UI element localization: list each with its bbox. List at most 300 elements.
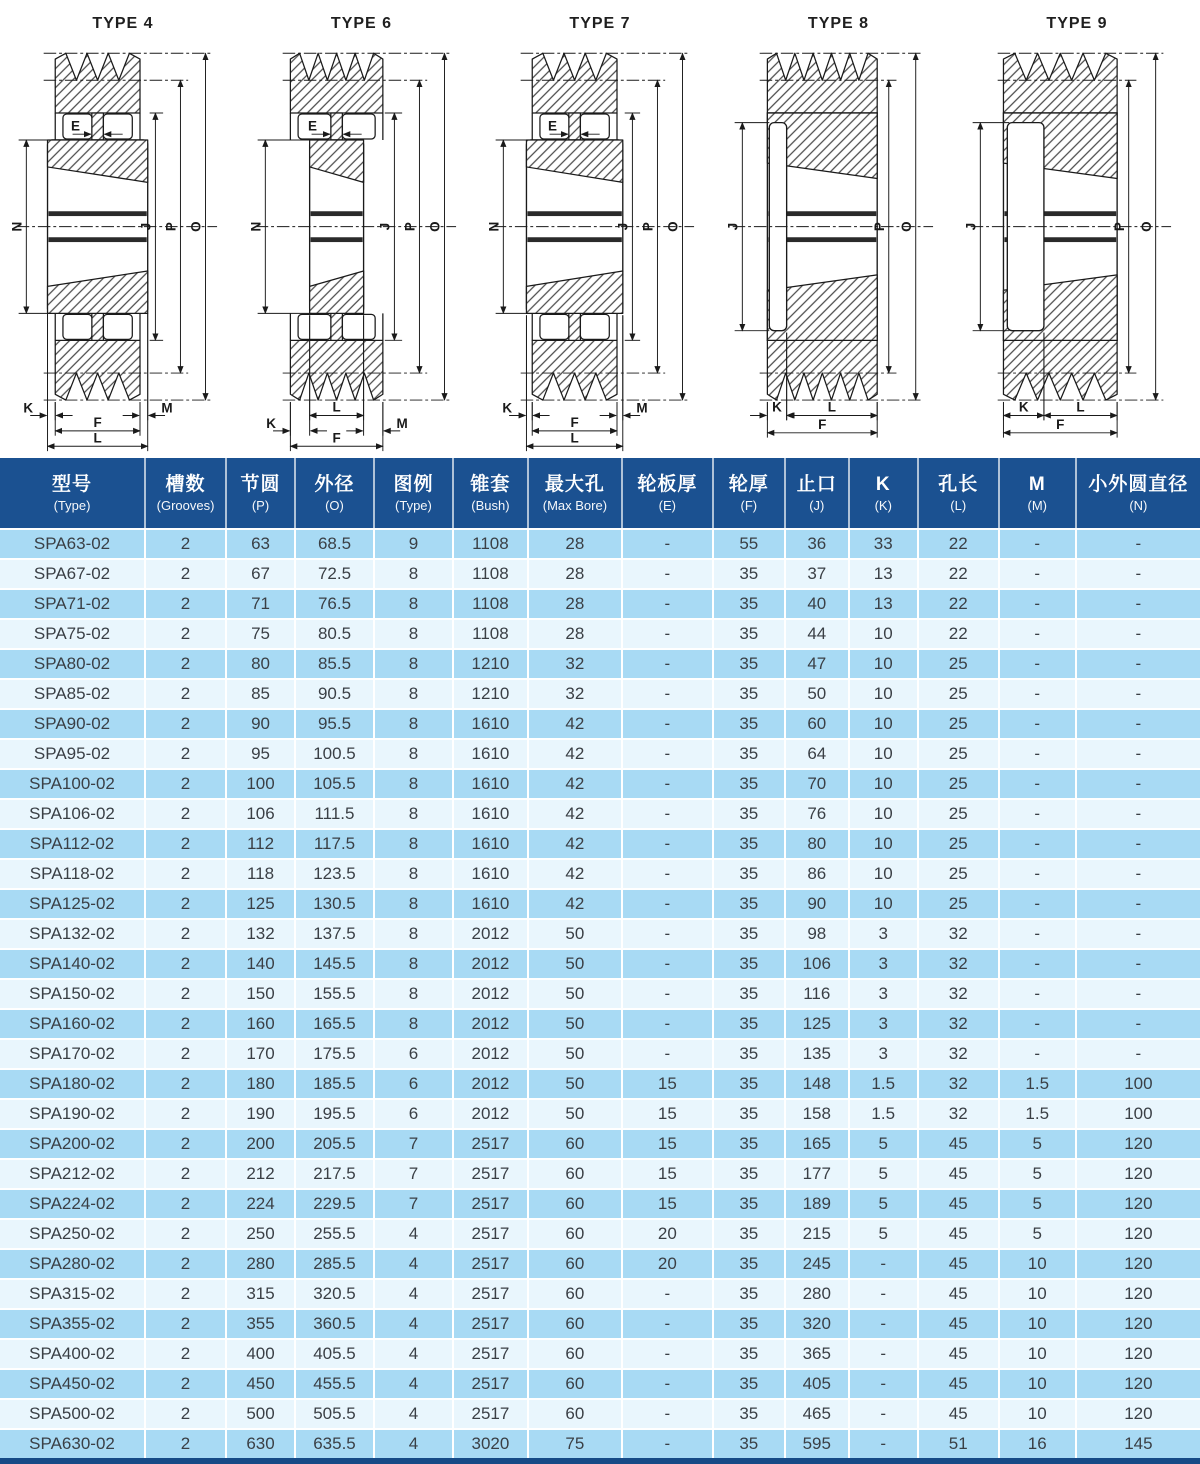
cell: 55	[714, 528, 786, 558]
cell: 405.5	[296, 1338, 375, 1368]
cell: 35	[714, 888, 786, 918]
cell: 15	[623, 1068, 714, 1098]
cell: -	[850, 1308, 919, 1338]
cell: 90	[786, 888, 850, 918]
cell: 8	[375, 918, 454, 948]
cell: 28	[529, 618, 623, 648]
svg-text:K: K	[502, 400, 513, 416]
cell: -	[1000, 678, 1077, 708]
cell: -	[1000, 708, 1077, 738]
cell: 20	[623, 1218, 714, 1248]
cell: 1.5	[850, 1068, 919, 1098]
cell: 405	[786, 1368, 850, 1398]
cell: 28	[529, 558, 623, 588]
cell: 45	[919, 1218, 1000, 1248]
cell: 9	[375, 528, 454, 558]
cell: 86	[786, 858, 850, 888]
cell: 35	[714, 1308, 786, 1338]
cell: SPA355-02	[0, 1308, 146, 1338]
cell: 6	[375, 1068, 454, 1098]
column-header-cn: 轮板厚	[637, 474, 698, 495]
cell: 165.5	[296, 1008, 375, 1038]
cell: SPA95-02	[0, 738, 146, 768]
cell: 8	[375, 708, 454, 738]
cell: 2517	[454, 1188, 529, 1218]
cell: 10	[850, 708, 919, 738]
cell: 190	[227, 1098, 296, 1128]
pulley-diagrams-strip	[0, 0, 1200, 458]
cell: SPA315-02	[0, 1278, 146, 1308]
cell: 2	[146, 1158, 227, 1188]
cell: 35	[714, 678, 786, 708]
cell: 2	[146, 1068, 227, 1098]
column-header-0	[0, 458, 146, 528]
svg-text:O: O	[666, 221, 682, 232]
cell: -	[623, 1278, 714, 1308]
cell: 85.5	[296, 648, 375, 678]
cell: 42	[529, 888, 623, 918]
cell: 2	[146, 678, 227, 708]
cell: 10	[850, 738, 919, 768]
cell: 140	[227, 948, 296, 978]
cell: SPA200-02	[0, 1128, 146, 1158]
column-header-en: (O)	[325, 498, 344, 513]
table-row	[0, 1068, 1200, 1098]
cell: -	[1000, 888, 1077, 918]
cell: 2	[146, 1098, 227, 1128]
cell: 155.5	[296, 978, 375, 1008]
cell: -	[850, 1248, 919, 1278]
cell: 8	[375, 618, 454, 648]
cell: 2	[146, 1308, 227, 1338]
cell: SPA500-02	[0, 1398, 146, 1428]
cell: 35	[714, 1158, 786, 1188]
table-row	[0, 858, 1200, 888]
column-header-cn: 孔长	[938, 474, 979, 495]
cell: 1610	[454, 858, 529, 888]
svg-text:E: E	[548, 118, 558, 134]
cell: 5	[1000, 1188, 1077, 1218]
cell: 365	[786, 1338, 850, 1368]
cell: 105.5	[296, 768, 375, 798]
cell: 1.5	[1000, 1098, 1077, 1128]
cell: 15	[623, 1128, 714, 1158]
cell: 32	[919, 978, 1000, 1008]
cell: 15	[623, 1188, 714, 1218]
cell: 1610	[454, 738, 529, 768]
cell: 90.5	[296, 678, 375, 708]
table-row	[0, 1428, 1200, 1458]
cell: 595	[786, 1428, 850, 1458]
pulley-diagram-type-7	[481, 0, 719, 458]
cell: 50	[529, 1098, 623, 1128]
cell: 7	[375, 1158, 454, 1188]
cell: SPA250-02	[0, 1218, 146, 1248]
cell: 111.5	[296, 798, 375, 828]
cell: 35	[714, 768, 786, 798]
cell: 4	[375, 1398, 454, 1428]
cell: 5	[850, 1188, 919, 1218]
cell: 2	[146, 558, 227, 588]
cell: 360.5	[296, 1308, 375, 1338]
diagram-title: TYPE 9	[1046, 15, 1108, 32]
column-header-4	[375, 458, 454, 528]
svg-text:J: J	[615, 222, 631, 231]
cell: 200	[227, 1128, 296, 1158]
cell: SPA400-02	[0, 1338, 146, 1368]
cell: 2012	[454, 948, 529, 978]
svg-text:F: F	[817, 416, 827, 432]
cell: 285.5	[296, 1248, 375, 1278]
cell: 455.5	[296, 1368, 375, 1398]
cell: 25	[919, 798, 1000, 828]
cell: 106	[227, 798, 296, 828]
cell: 120	[1077, 1308, 1200, 1338]
cell: -	[623, 678, 714, 708]
svg-text:O: O	[1139, 221, 1155, 232]
cell: 32	[919, 948, 1000, 978]
cell: 10	[1000, 1368, 1077, 1398]
cell: 2517	[454, 1248, 529, 1278]
cell: 2	[146, 888, 227, 918]
cell: 450	[227, 1368, 296, 1398]
cell: -	[623, 708, 714, 738]
svg-text:P: P	[1112, 222, 1128, 232]
cell: 4	[375, 1308, 454, 1338]
column-header-cn: K	[875, 474, 891, 495]
cell: 145	[1077, 1428, 1200, 1458]
cell: 42	[529, 708, 623, 738]
cell: 4	[375, 1248, 454, 1278]
svg-text:M: M	[396, 415, 408, 431]
pulley-diagram-type-6	[243, 0, 481, 458]
cell: 120	[1077, 1278, 1200, 1308]
column-header-cn: 轮厚	[728, 474, 769, 495]
cell: 68.5	[296, 528, 375, 558]
cell: 8	[375, 648, 454, 678]
cell: 355	[227, 1308, 296, 1338]
cell: -	[850, 1428, 919, 1458]
cell: 3020	[454, 1428, 529, 1458]
cell: SPA106-02	[0, 798, 146, 828]
column-header-en: (E)	[658, 498, 676, 513]
cell: 4	[375, 1338, 454, 1368]
cell: 1210	[454, 678, 529, 708]
table-row	[0, 948, 1200, 978]
column-header-cn: 型号	[52, 474, 93, 495]
svg-text:J: J	[963, 222, 979, 231]
cell: 120	[1077, 1218, 1200, 1248]
table-row	[0, 618, 1200, 648]
cell: 1610	[454, 768, 529, 798]
svg-text:E: E	[307, 118, 317, 134]
cell: 1108	[454, 558, 529, 588]
cell: 2012	[454, 1038, 529, 1068]
diagram-title: TYPE 7	[569, 15, 631, 32]
cell: 280	[786, 1278, 850, 1308]
column-header-en: (J)	[809, 498, 825, 513]
cell: 10	[850, 858, 919, 888]
cell: 500	[227, 1398, 296, 1428]
cell: 10	[850, 678, 919, 708]
cell: 35	[714, 1278, 786, 1308]
cell: 8	[375, 738, 454, 768]
cell: -	[1077, 738, 1200, 768]
cell: 32	[919, 1008, 1000, 1038]
cell: 5	[1000, 1128, 1077, 1158]
column-header-cn: 止口	[796, 474, 837, 495]
svg-text:L: L	[827, 399, 836, 415]
cell: 106	[786, 948, 850, 978]
cell: SPA85-02	[0, 678, 146, 708]
cell: -	[623, 768, 714, 798]
cell: 2	[146, 648, 227, 678]
cell: 80	[786, 828, 850, 858]
column-header-3	[296, 458, 375, 528]
cell: -	[1077, 678, 1200, 708]
cell: 80.5	[296, 618, 375, 648]
svg-text:O: O	[189, 221, 205, 232]
cell: 35	[714, 828, 786, 858]
table-row	[0, 798, 1200, 828]
cell: 5	[850, 1128, 919, 1158]
svg-text:K: K	[771, 399, 782, 415]
cell: 130.5	[296, 888, 375, 918]
column-header-en: (K)	[874, 498, 892, 513]
cell: 42	[529, 738, 623, 768]
cell: 185.5	[296, 1068, 375, 1098]
cell: -	[623, 588, 714, 618]
cell: 60	[529, 1188, 623, 1218]
cell: 10	[1000, 1278, 1077, 1308]
cell: 2	[146, 1338, 227, 1368]
cell: 250	[227, 1218, 296, 1248]
cell: SPA112-02	[0, 828, 146, 858]
cell: SPA71-02	[0, 588, 146, 618]
cell: 120	[1077, 1248, 1200, 1278]
cell: 32	[529, 648, 623, 678]
table-row	[0, 708, 1200, 738]
cell: 224	[227, 1188, 296, 1218]
pulley-drawing	[9, 34, 236, 454]
cell: 2517	[454, 1128, 529, 1158]
cell: 35	[714, 798, 786, 828]
cell: 60	[529, 1308, 623, 1338]
cell: -	[623, 978, 714, 1008]
cell: 45	[919, 1278, 1000, 1308]
cell: 42	[529, 828, 623, 858]
cell: 175.5	[296, 1038, 375, 1068]
cell: -	[1077, 858, 1200, 888]
cell: 120	[1077, 1338, 1200, 1368]
spec-table	[0, 458, 1200, 1464]
table-row	[0, 1338, 1200, 1368]
cell: 51	[919, 1428, 1000, 1458]
diagram-title: TYPE 6	[330, 15, 393, 32]
cell: 35	[714, 1218, 786, 1248]
svg-text:F: F	[570, 415, 580, 431]
cell: -	[1077, 768, 1200, 798]
svg-text:L: L	[332, 399, 341, 415]
column-header-en: (N)	[1129, 498, 1148, 513]
cell: 50	[529, 948, 623, 978]
cell: 2012	[454, 1098, 529, 1128]
cell: 76	[786, 798, 850, 828]
cell: 8	[375, 888, 454, 918]
cell: 42	[529, 768, 623, 798]
table-row	[0, 978, 1200, 1008]
cell: 120	[1077, 1398, 1200, 1428]
table-header-row	[0, 458, 1200, 528]
column-header-cn: 外径	[314, 474, 355, 495]
cell: 2	[146, 1248, 227, 1278]
cell: 505.5	[296, 1398, 375, 1428]
svg-text:M: M	[161, 400, 173, 416]
cell: SPA180-02	[0, 1068, 146, 1098]
cell: -	[1000, 618, 1077, 648]
cell: 35	[714, 1188, 786, 1218]
cell: SPA75-02	[0, 618, 146, 648]
cell: 6	[375, 1038, 454, 1068]
cell: 28	[529, 528, 623, 558]
column-header-en: (M)	[1027, 498, 1047, 513]
cell: 229.5	[296, 1188, 375, 1218]
cell: 16	[1000, 1428, 1077, 1458]
cell: -	[623, 1038, 714, 1068]
cell: 1610	[454, 708, 529, 738]
cell: -	[1077, 648, 1200, 678]
cell: -	[623, 1398, 714, 1428]
cell: 6	[375, 1098, 454, 1128]
cell: 22	[919, 558, 1000, 588]
cell: 177	[786, 1158, 850, 1188]
cell: 117.5	[296, 828, 375, 858]
cell: -	[1000, 528, 1077, 558]
column-header-en: (Type)	[53, 498, 91, 513]
cell: 60	[529, 1128, 623, 1158]
cell: -	[1077, 978, 1200, 1008]
pulley-drawing	[486, 34, 713, 454]
cell: -	[623, 888, 714, 918]
svg-text:N: N	[486, 221, 502, 232]
cell: 255.5	[296, 1218, 375, 1248]
cell: 10	[1000, 1308, 1077, 1338]
column-header-2	[227, 458, 296, 528]
cell: 217.5	[296, 1158, 375, 1188]
cell: 35	[714, 1038, 786, 1068]
cell: -	[623, 828, 714, 858]
cell: 47	[786, 648, 850, 678]
cell: 10	[1000, 1398, 1077, 1428]
cell: 100	[227, 768, 296, 798]
cell: 35	[714, 1098, 786, 1128]
cell: -	[1000, 828, 1077, 858]
cell: 2517	[454, 1338, 529, 1368]
table-row	[0, 738, 1200, 768]
pulley-diagram-type-8	[720, 0, 958, 458]
svg-text:E: E	[71, 118, 81, 134]
cell: 60	[529, 1368, 623, 1398]
cell: 120	[1077, 1368, 1200, 1398]
cell: 35	[714, 708, 786, 738]
cell: 10	[850, 768, 919, 798]
cell: -	[623, 648, 714, 678]
cell: 2	[146, 1128, 227, 1158]
pulley-drawing	[248, 34, 475, 454]
cell: -	[623, 1338, 714, 1368]
cell: 465	[786, 1398, 850, 1428]
cell: 2012	[454, 1008, 529, 1038]
cell: 158	[786, 1098, 850, 1128]
cell: 60	[529, 1398, 623, 1428]
cell: -	[623, 1308, 714, 1338]
cell: 45	[919, 1398, 1000, 1428]
cell: 10	[850, 828, 919, 858]
cell: 1108	[454, 588, 529, 618]
cell: SPA80-02	[0, 648, 146, 678]
cell: 45	[919, 1368, 1000, 1398]
cell: 2	[146, 1188, 227, 1218]
cell: 4	[375, 1278, 454, 1308]
cell: 10	[850, 798, 919, 828]
cell: 32	[919, 1038, 1000, 1068]
cell: -	[1077, 558, 1200, 588]
cell: 10	[850, 618, 919, 648]
cell: -	[1077, 888, 1200, 918]
cell: 28	[529, 588, 623, 618]
cell: SPA140-02	[0, 948, 146, 978]
column-header-9	[786, 458, 850, 528]
cell: 45	[919, 1158, 1000, 1188]
cell: -	[1077, 798, 1200, 828]
cell: 60	[529, 1158, 623, 1188]
cell: 635.5	[296, 1428, 375, 1458]
cell: 35	[714, 1428, 786, 1458]
svg-text:L: L	[1076, 399, 1085, 415]
cell: 22	[919, 618, 1000, 648]
cell: 116	[786, 978, 850, 1008]
cell: 1.5	[850, 1098, 919, 1128]
cell: 100	[1077, 1068, 1200, 1098]
cell: 5	[1000, 1218, 1077, 1248]
cell: 8	[375, 678, 454, 708]
column-header-cn: 小外圆直径	[1088, 474, 1189, 495]
cell: 160	[227, 1008, 296, 1038]
cell: -	[1000, 1038, 1077, 1068]
cell: 1610	[454, 888, 529, 918]
cell: 36	[786, 528, 850, 558]
column-header-1	[146, 458, 227, 528]
cell: 35	[714, 1068, 786, 1098]
cell: -	[1000, 738, 1077, 768]
cell: SPA170-02	[0, 1038, 146, 1068]
table-row	[0, 1248, 1200, 1278]
cell: 112	[227, 828, 296, 858]
cell: 60	[529, 1338, 623, 1368]
cell: 10	[850, 888, 919, 918]
column-header-12	[1000, 458, 1077, 528]
cell: SPA630-02	[0, 1428, 146, 1458]
cell: 50	[529, 1068, 623, 1098]
cell: -	[850, 1278, 919, 1308]
column-header-en: (Type)	[395, 498, 432, 513]
svg-text:J: J	[725, 222, 741, 231]
cell: 8	[375, 828, 454, 858]
cell: 13	[850, 558, 919, 588]
cell: 35	[714, 918, 786, 948]
cell: -	[850, 1398, 919, 1428]
cell: -	[623, 798, 714, 828]
